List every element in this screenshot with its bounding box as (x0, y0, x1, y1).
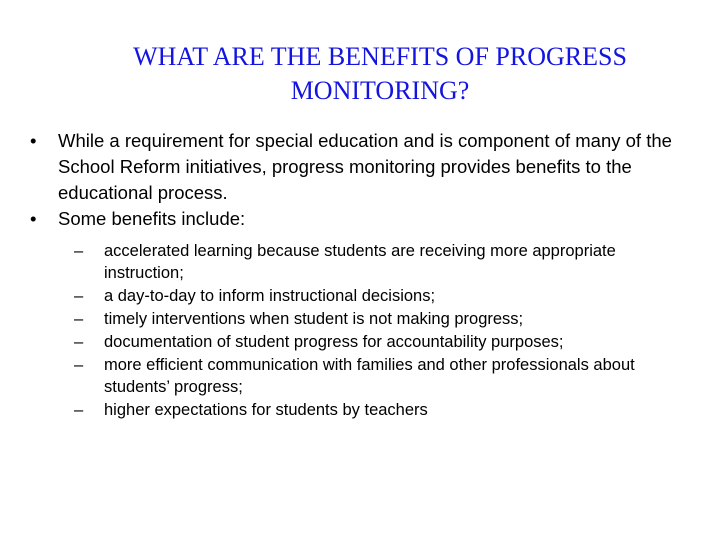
sub-bullet-text: higher expectations for students by teachers (104, 401, 428, 419)
sub-bullet-item-5 (30, 354, 690, 398)
title-line-2: MONITORING? (290, 76, 470, 105)
dash-icon: – (74, 401, 84, 419)
bullet-text: Some benefits include: (58, 208, 246, 229)
dash-icon: – (74, 242, 84, 260)
sub-bullet-item-3 (30, 308, 690, 330)
sub-bullet-text: timely interventions when student is not making progress; (104, 310, 524, 328)
bullet-item-2 (30, 206, 690, 232)
sub-bullet-item-4 (30, 331, 690, 353)
bullet-text: While a requirement for special education and is component of many of the School Reform initiatives, progress monitoring provides benefits to the educational process. (58, 130, 672, 203)
dash-icon: – (74, 287, 84, 305)
title-line-1: WHAT ARE THE BENEFITS OF PROGRESS (133, 42, 627, 71)
sub-bullet-item-6 (30, 399, 690, 421)
dash-icon: – (74, 310, 84, 328)
dash-icon: – (74, 333, 84, 351)
sub-bullet-item-2 (30, 285, 690, 307)
bullet-dot-icon: • (30, 130, 37, 151)
slide-title (60, 40, 700, 108)
sub-bullet-item-1 (30, 240, 690, 284)
sub-bullet-text: a day-to-day to inform instructional decisions; (104, 287, 436, 305)
sub-bullet-text: accelerated learning because students are receiving more appropriate instruction; (104, 242, 616, 282)
sub-bullet-list (30, 240, 690, 421)
sub-bullet-text: documentation of student progress for accountability purposes; (104, 333, 564, 351)
bullet-item-1 (30, 128, 690, 206)
dash-icon: – (74, 356, 84, 374)
slide-body (30, 128, 690, 422)
sub-bullet-text: more efficient communication with families and other professionals about students’ progress; (104, 356, 635, 396)
bullet-dot-icon: • (30, 208, 37, 229)
